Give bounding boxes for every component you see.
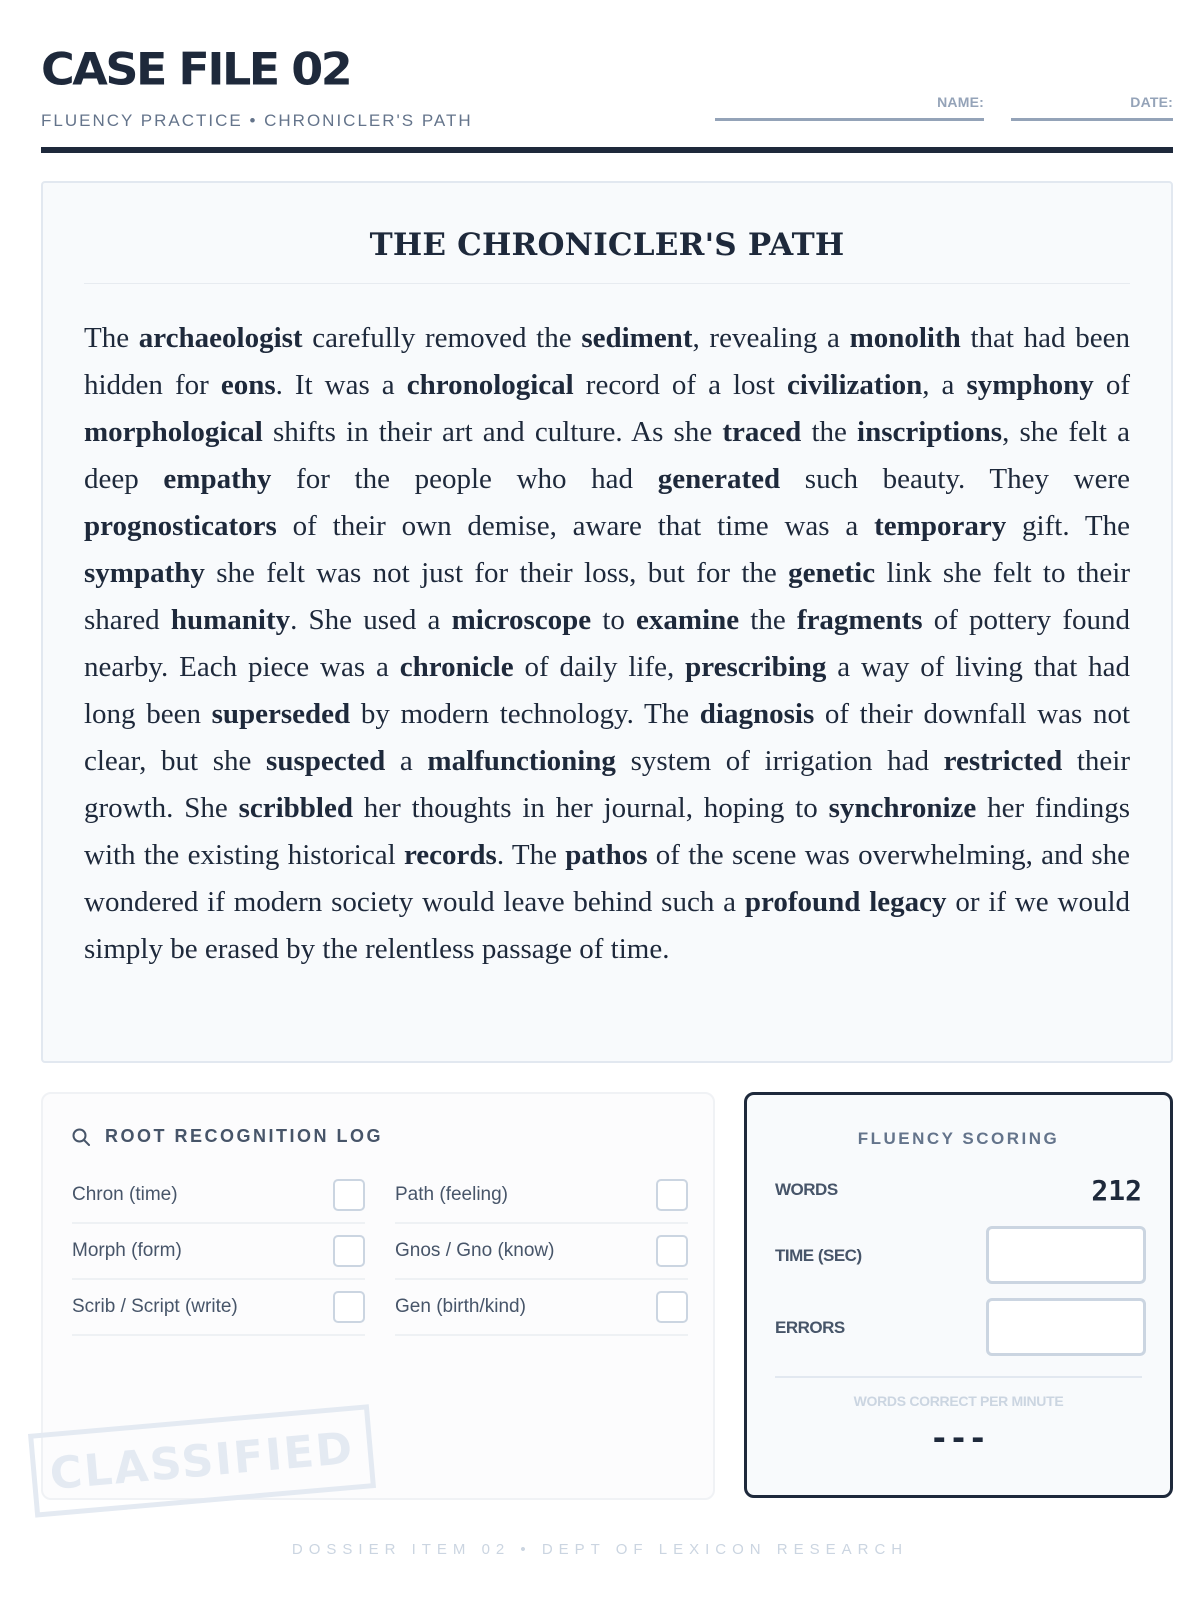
root-checkbox[interactable] — [333, 1235, 365, 1267]
vocab-word: empathy — [163, 463, 272, 495]
vocab-word: prescribing — [685, 651, 827, 683]
vocab-word: genetic — [788, 557, 876, 589]
root-item — [72, 1224, 365, 1280]
time-input[interactable] — [986, 1226, 1146, 1284]
vocab-word: humanity — [170, 604, 291, 636]
vocab-word: profound — [744, 886, 861, 918]
root-checkbox[interactable] — [333, 1291, 365, 1323]
passage-segment: . It was a — [275, 369, 407, 401]
passage-segment: , she felt a deep — [84, 416, 1130, 495]
root-label: Gnos / Gno (know) — [395, 1240, 555, 1261]
name-label: NAME: — [937, 94, 984, 110]
root-item — [72, 1280, 365, 1336]
root-item — [395, 1280, 688, 1336]
root-checkbox[interactable] — [333, 1179, 365, 1211]
vocab-word: eons — [220, 369, 276, 401]
passage-segment: she felt was not just for their loss, but for the — [204, 557, 789, 589]
vocab-word: examine — [636, 604, 740, 636]
vocab-word: archaeologist — [138, 322, 303, 354]
root-list — [72, 1168, 688, 1336]
passage-segment: their growth. She — [84, 745, 1130, 824]
passage-segment: , a — [922, 369, 967, 401]
passage-segment: a — [385, 745, 428, 777]
vocab-word: sympathy — [84, 557, 205, 589]
search-icon — [71, 1127, 91, 1147]
vocab-word: scribbled — [238, 792, 353, 824]
root-label: Chron (time) — [72, 1184, 178, 1205]
vocab-word: inscriptions — [857, 416, 1003, 448]
passage-segment: . The — [496, 839, 566, 871]
passage-segment: or if we would simply be erased by the relentless passage of time. — [84, 886, 1131, 965]
wcpm-label: WORDS CORRECT PER MINUTE — [853, 1393, 1064, 1409]
vocab-word: chronicle — [399, 651, 514, 683]
passage-segment: that had been hidden for — [84, 322, 1130, 401]
passage-segment: a way of living that had long been — [84, 651, 1131, 730]
vocab-word: prognosticators — [84, 510, 277, 542]
passage-segment: by modern technology. The — [350, 698, 700, 730]
date-label: DATE: — [1130, 94, 1173, 110]
passage-segment: to — [591, 604, 637, 636]
passage-segment: of — [1093, 369, 1130, 401]
root-label: Scrib / Script (write) — [72, 1296, 238, 1317]
vocab-word: chronological — [406, 369, 574, 401]
passage-segment: of their own demise, aware that time was a — [276, 510, 875, 542]
passage-segment: of daily life, — [513, 651, 686, 683]
vocab-word: symphony — [966, 369, 1094, 401]
passage-segment: The — [84, 322, 139, 354]
vocab-word: restricted — [943, 745, 1063, 777]
vocab-word: diagnosis — [699, 698, 815, 730]
vocab-word: records — [403, 839, 497, 871]
vocab-word: morphological — [84, 416, 263, 448]
passage-segment: her thoughts in her journal, hoping to — [352, 792, 829, 824]
root-item — [395, 1224, 688, 1280]
reading-passage-card — [41, 181, 1173, 1063]
passage-segment: for the people who had — [271, 463, 658, 495]
root-label: Morph (form) — [72, 1240, 182, 1261]
vocab-word: malfunctioning — [427, 745, 616, 777]
root-label: Gen (birth/kind) — [395, 1296, 526, 1317]
passage-segment: of pottery found nearby. Each piece was a — [84, 604, 1130, 683]
footer-text: DOSSIER ITEM 02 • DEPT OF LEXICON RESEARCH — [291, 1541, 909, 1558]
words-count: 212 — [1091, 1174, 1142, 1207]
vocab-word: civilization — [786, 369, 923, 401]
wcpm-value: --- — [929, 1419, 988, 1457]
passage-segment: of their downfall was not clear, but she — [84, 698, 1131, 777]
name-field[interactable] — [715, 94, 984, 121]
vocab-word: suspected — [266, 745, 386, 777]
passage-segment: the — [739, 604, 797, 636]
passage-segment: , revealing a — [692, 322, 850, 354]
errors-label: ERRORS — [775, 1318, 845, 1337]
passage-segment: system of irrigation had — [615, 745, 944, 777]
root-checkbox[interactable] — [656, 1179, 688, 1211]
scoring-heading: FLUENCY SCORING — [857, 1129, 1060, 1148]
passage-segment: the — [801, 416, 858, 448]
passage-segment: link she felt to their shared — [84, 557, 1130, 636]
passage-segment: carefully removed the — [302, 322, 582, 354]
vocab-word: microscope — [451, 604, 592, 636]
root-item — [395, 1168, 688, 1224]
passage-segment: her findings with the existing historical — [84, 792, 1130, 871]
vocab-word: sediment — [581, 322, 693, 354]
root-checkbox[interactable] — [656, 1291, 688, 1323]
passage-segment: . She used a — [290, 604, 452, 636]
passage-segment: of the scene was overwhelming, and she wondered if modern society would leave behind such a — [84, 839, 1131, 918]
vocab-word: fragments — [796, 604, 923, 636]
vocab-word: pathos — [565, 839, 648, 871]
root-label: Path (feeling) — [395, 1184, 509, 1205]
words-label: WORDS — [775, 1180, 838, 1199]
vocab-word: monolith — [849, 322, 961, 354]
passage-segment: such beauty. They were — [780, 463, 1131, 495]
vocab-word: superseded — [211, 698, 351, 730]
root-checkbox[interactable] — [656, 1235, 688, 1267]
vocab-word: temporary — [874, 510, 1007, 542]
time-label: TIME (SEC) — [775, 1246, 862, 1265]
passage-segment: record of a lost — [573, 369, 787, 401]
vocab-word: legacy — [869, 886, 947, 918]
root-log-heading — [71, 1126, 383, 1147]
passage-text — [84, 315, 1130, 973]
passage-segment: shifts in their art and culture. As she — [262, 416, 723, 448]
vocab-word: synchronize — [828, 792, 977, 824]
stamp-text: CLASSIFIED — [47, 1422, 357, 1500]
date-field[interactable] — [1011, 94, 1173, 121]
errors-input[interactable] — [986, 1298, 1146, 1356]
passage-segment: gift. The — [1006, 510, 1130, 542]
vocab-word: generated — [657, 463, 781, 495]
passage-title: THE CHRONICLER'S PATH — [84, 227, 1130, 284]
page-title: CASE FILE 02 — [41, 43, 351, 95]
passage-segment — [860, 886, 869, 918]
root-item — [72, 1168, 365, 1224]
header-divider — [41, 147, 1173, 153]
fluency-scoring-card — [744, 1092, 1173, 1498]
scoring-divider — [775, 1376, 1142, 1378]
page-subtitle: FLUENCY PRACTICE • CHRONICLER'S PATH — [41, 111, 473, 130]
vocab-word: traced — [722, 416, 802, 448]
root-log-title: ROOT RECOGNITION LOG — [105, 1126, 383, 1146]
